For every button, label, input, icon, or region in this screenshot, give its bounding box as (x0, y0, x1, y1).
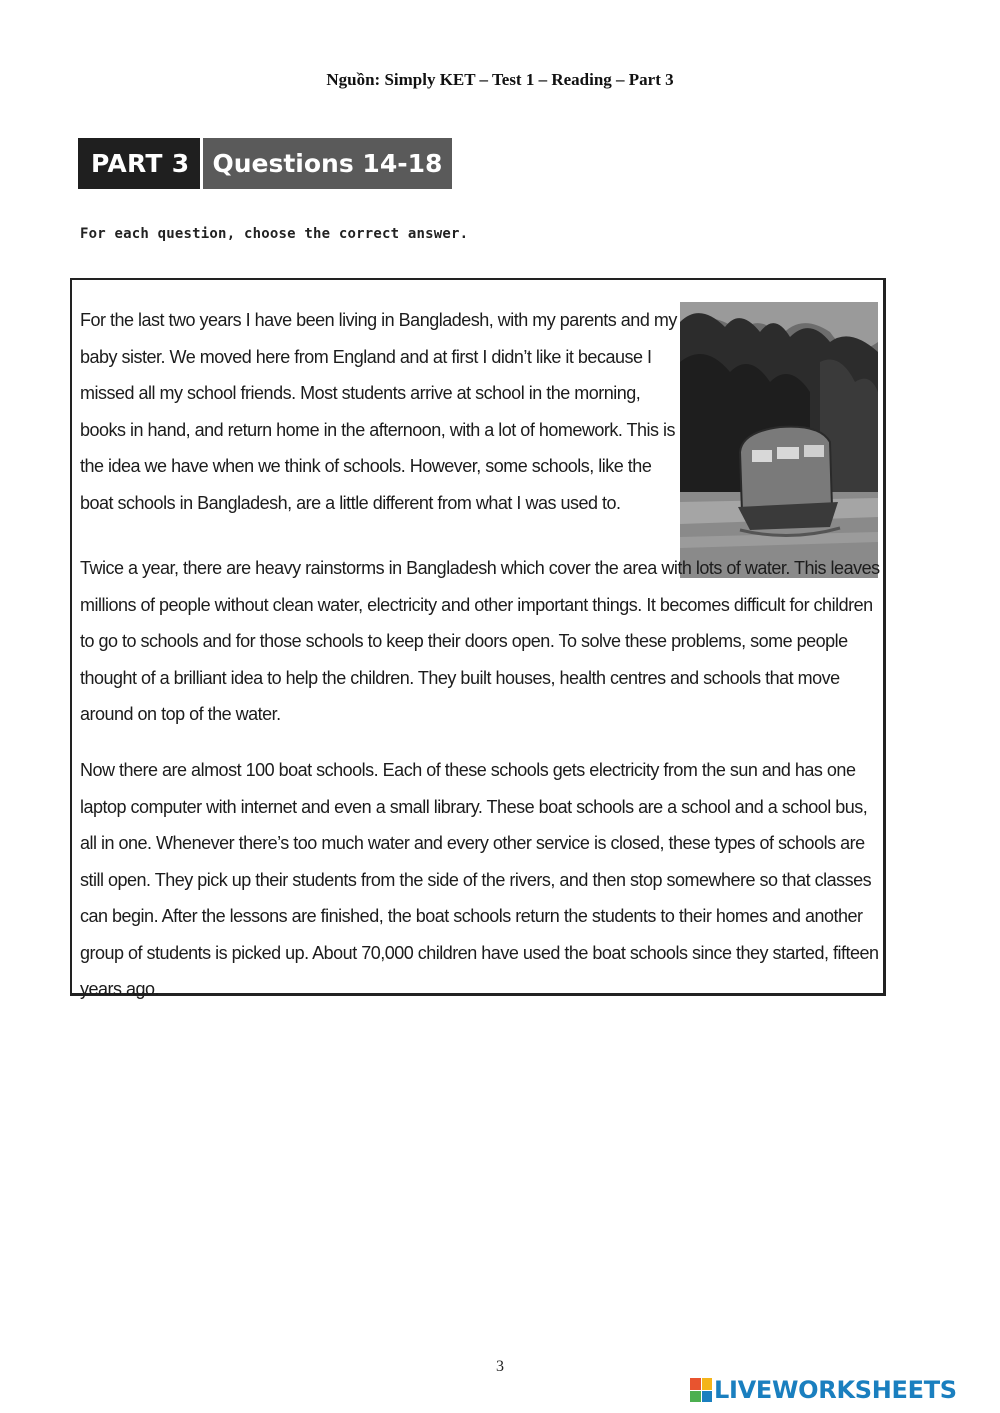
passage-paragraph-2: Twice a year, there are heavy rainstorms in Bangladesh which cover the area with lots of water. This leaves millions of people without clean water, electricity and other important things. It becomes difficult for children to go to schools and for those schools to keep their doors open. To solve these problems, some people thought of a brilliant idea to help the children. They built houses, health centres and schools that move around on top of the water. (80, 558, 880, 724)
questions-label: Questions 14-18 (200, 138, 452, 189)
liveworksheets-badge-icon (690, 1378, 712, 1402)
liveworksheets-logo (690, 1376, 957, 1404)
part-header (78, 138, 452, 189)
brand-text: LIVEWORKSHEETS (714, 1376, 957, 1404)
passage-paragraph-3: Now there are almost 100 boat schools. Each of these schools gets electricity from the sun and has one laptop computer with internet and even a small library. These boat schools are a school and a school bus, all in one. Whenever there’s too much water and every other service is closed, these types of schools are still open. They pick up their students from the side of the rivers, and then stop somewhere so that classes can begin. After the lessons are finished, the boat schools return the students to their homes and another group of students is picked up. About 70,000 children have used the boat schools since they started, fifteen years ago. (80, 760, 879, 999)
instruction-text: For each question, choose the correct answer. (80, 226, 469, 242)
source-line: Nguồn: Simply KET – Test 1 – Reading – Part 3 (326, 70, 674, 89)
part-label: PART 3 (78, 138, 200, 189)
passage-paragraph-1: For the last two years I have been living in Bangladesh, with my parents and my baby sister. We moved here from England and at first I didn’t like it because I missed all my school friends. Most students arrive at school in the morning, books in hand, and return home in the afternoon, with a lot of homework. This is the idea we have when we think of schools. However, some schools, like the boat schools in Bangladesh, are a little different from what I was used to. (80, 310, 677, 513)
reading-passage-box (70, 278, 886, 999)
photo-illustration (680, 302, 878, 578)
boat-school-photo (680, 302, 878, 578)
page-number: 3 (496, 1358, 504, 1375)
